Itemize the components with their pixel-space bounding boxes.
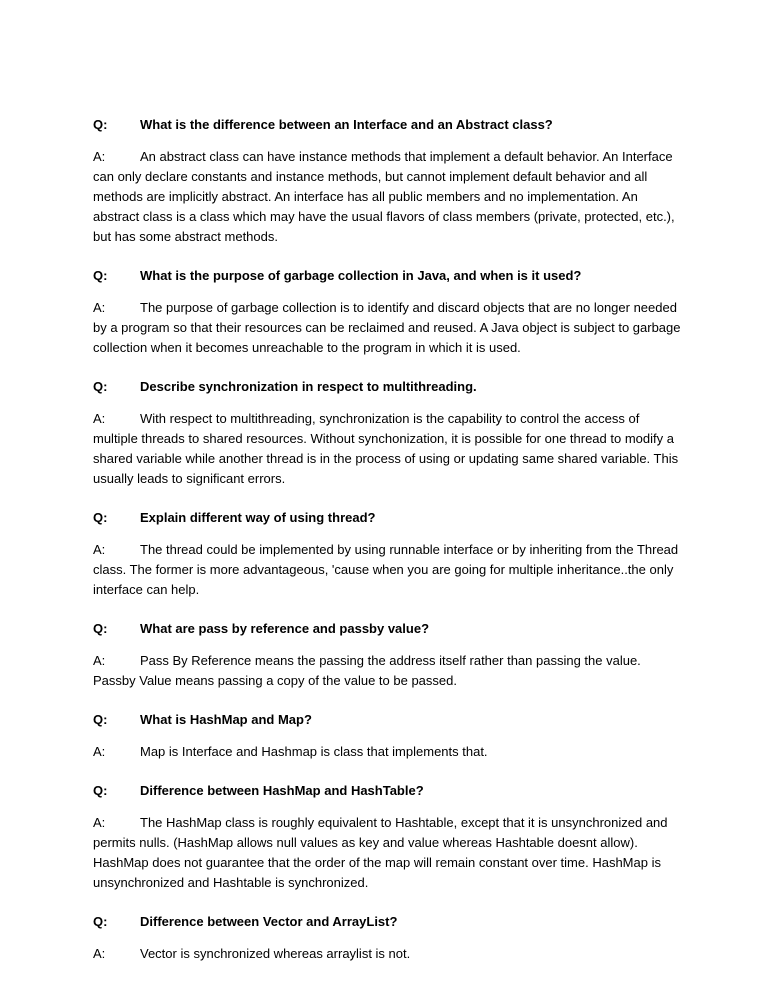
question-text: What is the difference between an Interface and an Abstract class? — [140, 117, 553, 132]
answer-label: A: — [93, 411, 106, 426]
answer-text: The purpose of garbage collection is to identify and discard objects that are no longer needed by a program so that their resources can be reclaimed and reused. A Java object is subject to garbage collection when it becomes unreachable to the program in which it is used. — [93, 300, 681, 355]
answer-text: An abstract class can have instance methods that implement a default behavior. An Interface can only declare constants and instance methods, but cannot implement default behavior and all methods are implicitly abstract. An interface has all public members and no implementation. An abstract class is a class which may have the usual flavors of class members (private, protected, etc.), but has some abstract methods. — [93, 149, 675, 244]
question-text: Difference between HashMap and HashTable? — [140, 783, 424, 798]
answer-text: Vector is synchronized whereas arraylist is not. — [140, 946, 411, 961]
qa-item — [93, 710, 683, 762]
question-text: Describe synchronization in respect to multithreading. — [140, 379, 477, 394]
question-label: Q: — [93, 712, 108, 727]
question-text: Difference between Vector and ArrayList? — [140, 914, 398, 929]
answer-label: A: — [93, 815, 106, 830]
answer-label: A: — [93, 300, 106, 315]
answer-label: A: — [93, 542, 106, 557]
answer-label: A: — [93, 744, 106, 759]
question-label: Q: — [93, 914, 108, 929]
qa-item — [93, 377, 683, 489]
question-label: Q: — [93, 117, 108, 132]
answer-text: The HashMap class is roughly equivalent to Hashtable, except that it is unsynchronized and permits nulls. (HashMap allows null values as key and value whereas Hashtable doesnt allow). HashMap does not guarantee that the order of the map will remain constant over time. HashMap is unsynchronized and Hashtable is synchronized. — [93, 815, 668, 890]
qa-item — [93, 781, 683, 893]
answer — [93, 147, 683, 247]
answer — [93, 813, 683, 893]
answer-text: Map is Interface and Hashmap is class that implements that. — [140, 744, 488, 759]
answer — [93, 651, 683, 691]
answer — [93, 944, 683, 964]
qa-item — [93, 508, 683, 600]
question-text: What is HashMap and Map? — [140, 712, 312, 727]
answer — [93, 540, 683, 600]
question — [93, 115, 683, 135]
question-label: Q: — [93, 510, 108, 525]
question — [93, 619, 683, 639]
qa-item — [93, 266, 683, 358]
question — [93, 912, 683, 932]
answer — [93, 742, 683, 762]
answer-label: A: — [93, 149, 106, 164]
answer-label: A: — [93, 653, 106, 668]
question-text: What is the purpose of garbage collection in Java, and when is it used? — [140, 268, 582, 283]
question — [93, 508, 683, 528]
qa-item — [93, 115, 683, 247]
answer — [93, 298, 683, 358]
question-label: Q: — [93, 268, 108, 283]
answer-text: With respect to multithreading, synchronization is the capability to control the access of multiple threads to shared resources. Without synchonization, it is possible for one thread to modify a shared variable while another thread is in the process of using or updating same shared variable. This usually leads to significant errors. — [93, 411, 679, 486]
answer-text: Pass By Reference means the passing the address itself rather than passing the value. Passby Value means passing a copy of the value to be passed. — [93, 653, 641, 688]
question-label: Q: — [93, 379, 108, 394]
qa-item — [93, 619, 683, 691]
question — [93, 266, 683, 286]
question — [93, 710, 683, 730]
question-label: Q: — [93, 621, 108, 636]
question-text: What are pass by reference and passby value? — [140, 621, 430, 636]
answer-label: A: — [93, 946, 106, 961]
question — [93, 781, 683, 801]
answer-text: The thread could be implemented by using runnable interface or by inheriting from the Thread class. The former is more advantageous, 'cause when you are going for multiple inheritance..the only interface can help. — [93, 542, 679, 597]
qa-item — [93, 912, 683, 964]
question — [93, 377, 683, 397]
question-text: Explain different way of using thread? — [140, 510, 376, 525]
answer — [93, 409, 683, 489]
question-label: Q: — [93, 783, 108, 798]
